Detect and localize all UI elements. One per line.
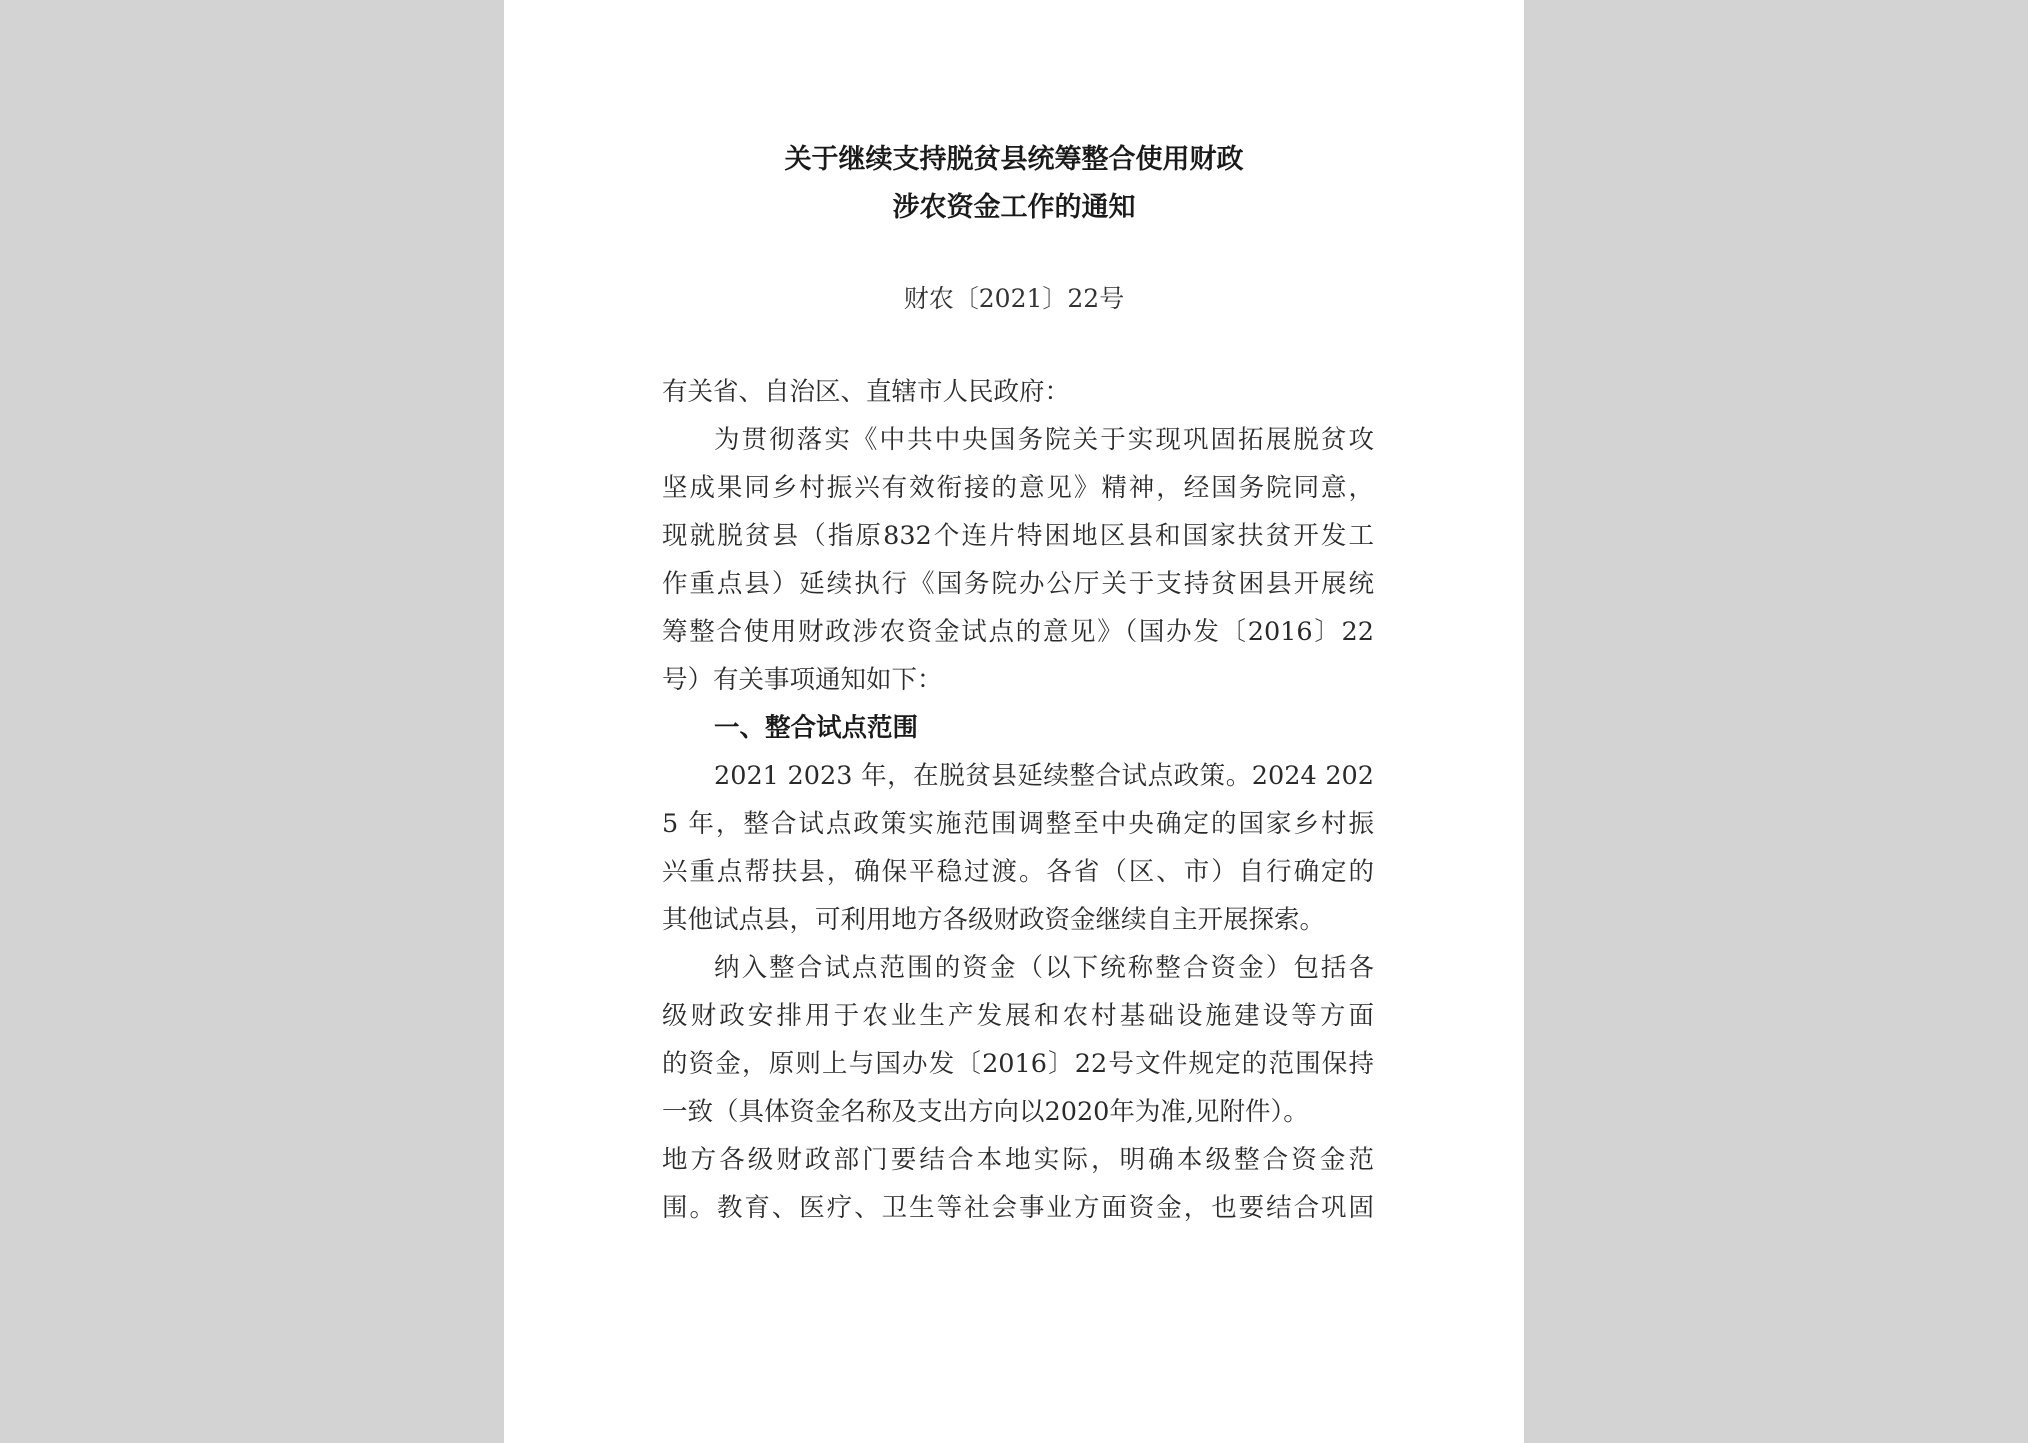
paragraph-line: 一致（具体资金名称及支出方向以2020年为准,见附件）。 [662,1097,1309,1127]
paragraph-line: 纳入整合试点范围的资金（以下统称整合资金）包括各 [714,953,1374,983]
paragraph-line: 兴重点帮扶县，确保平稳过渡。各省（区、市）自行确定的 [662,857,1374,887]
paragraph-line: 地方各级财政部门要结合本地实际，明确本级整合资金范 [662,1145,1374,1175]
paragraph-line: 级财政安排用于农业生产发展和农村基础设施建设等方面 [662,1001,1374,1031]
paragraph-line: 的资金，原则上与国办发〔2016〕22号文件规定的范围保持 [662,1049,1374,1079]
document-title-line-2: 涉农资金工作的通知 [892,192,1136,223]
paragraph-line: 围。教育、医疗、卫生等社会事业方面资金，也要结合巩固 [662,1193,1374,1223]
paragraph-line: 2021 2023 年，在脱贫县延续整合试点政策。2024 202 [714,761,1374,791]
paragraph-line: 现就脱贫县（指原832个连片特困地区县和国家扶贫开发工 [662,521,1374,551]
paragraph-line: 坚成果同乡村振兴有效衔接的意见》精神，经国务院同意， [662,473,1374,503]
document-number: 财农〔2021〕22号 [903,284,1125,313]
paragraph-line: 号）有关事项通知如下： [662,665,943,695]
section-heading: 一、整合试点范围 [714,713,919,743]
paragraph-line: 其他试点县，可利用地方各级财政资金继续自主开展探索。 [662,905,1326,935]
salutation: 有关省、自治区、直辖市人民政府： [662,377,1071,407]
paragraph-line: 筹整合使用财政涉农资金试点的意见》（国办发〔2016〕22 [662,617,1374,647]
document-title-line-1: 关于继续支持脱贫县统筹整合使用财政 [784,144,1244,175]
paragraph-line: 为贯彻落实《中共中央国务院关于实现巩固拓展脱贫攻 [714,425,1374,455]
paragraph-line: 作重点县）延续执行《国务院办公厅关于支持贫困县开展统 [662,569,1374,599]
paragraph-line: 5 年，整合试点政策实施范围调整至中央确定的国家乡村振 [662,809,1374,839]
document-page [504,0,1524,1443]
